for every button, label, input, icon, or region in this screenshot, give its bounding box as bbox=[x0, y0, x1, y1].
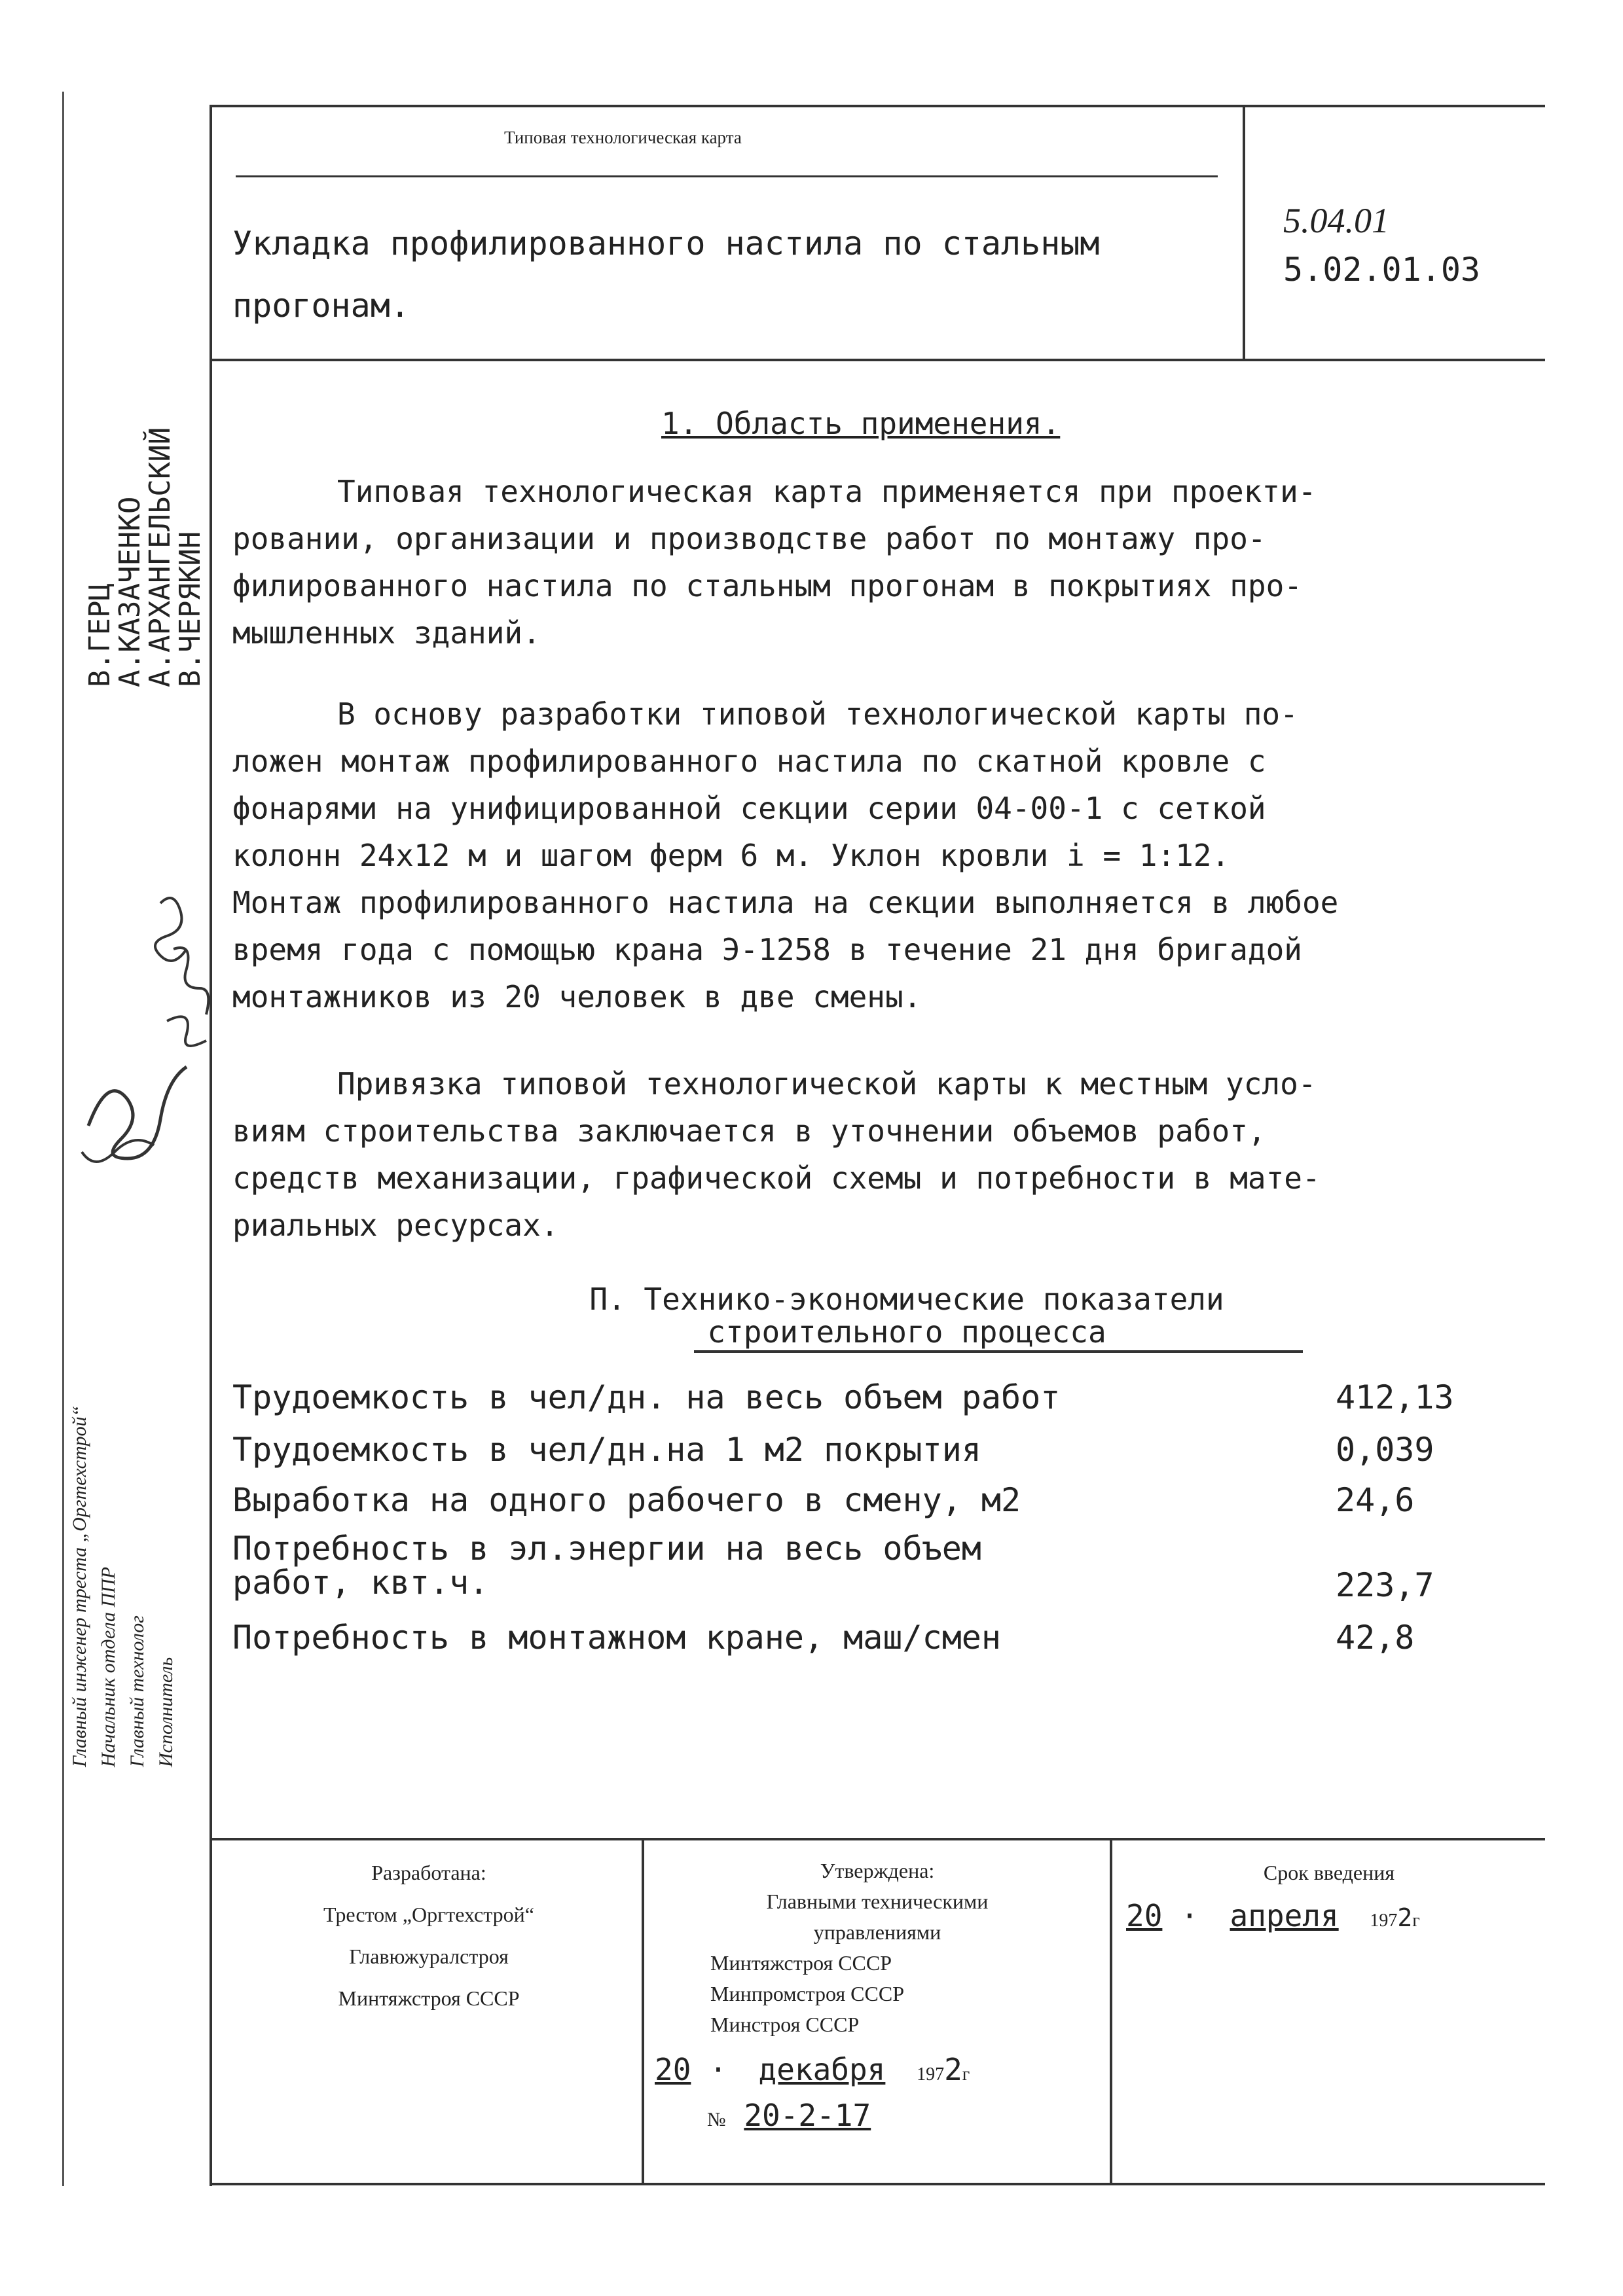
approved-number bbox=[707, 2098, 871, 2133]
effective-date: 20 · апреля 1972г bbox=[1126, 1898, 1420, 1933]
header-caption: Типовая технологическая карта bbox=[504, 128, 742, 147]
paragraph-line: риальных ресурсах. bbox=[232, 1208, 559, 1243]
effective-date-block bbox=[1113, 1856, 1545, 1890]
section-1-heading: 1. Область применения. bbox=[661, 406, 1061, 441]
paragraph-line: Привязка типовой технологической карты к местным усло- bbox=[337, 1066, 1317, 1102]
indicator-label bbox=[232, 1532, 981, 1600]
developed-title: Разработана: bbox=[371, 1861, 486, 1884]
effective-date-month: апреля bbox=[1230, 1898, 1339, 1933]
frame-top bbox=[210, 105, 1545, 107]
approved-line: Главными техническими bbox=[766, 1890, 989, 1913]
indicator-value: 24,6 bbox=[1336, 1481, 1415, 1519]
paragraph-line: колонн 24х12 м и шагом ферм 6 м. Уклон кровли i = 1:12. bbox=[232, 838, 1230, 873]
indicator-value: 0,039 bbox=[1336, 1431, 1434, 1469]
indicator-value: 42,8 bbox=[1336, 1619, 1415, 1657]
approved-number-prefix: № bbox=[707, 2109, 726, 2130]
signatures bbox=[62, 877, 213, 1244]
indicator-label: Трудоемкость в чел/дн.на 1 м2 покрытия bbox=[232, 1431, 981, 1469]
title-line-1: Укладка профилированного настила по стальным bbox=[232, 224, 1100, 262]
section-2-heading-line: П. Технико-экономические показатели bbox=[589, 1282, 1224, 1317]
indicator-value: 223,7 bbox=[1336, 1566, 1434, 1604]
approved-date-year-digit: 2 bbox=[944, 2052, 962, 2087]
effective-title: Срок введения bbox=[1263, 1861, 1395, 1884]
approved-date-suffix: г bbox=[962, 2064, 970, 2085]
paragraph-line: время года с помощью крана Э-1258 в течение 21 дня бригадой bbox=[232, 932, 1302, 967]
header-code-divider bbox=[1243, 105, 1245, 360]
approved-line: Минпромстроя СССР bbox=[710, 1982, 904, 2005]
header-divider bbox=[210, 359, 1545, 361]
footer-divider-1 bbox=[642, 1838, 644, 2185]
footer-divider-2 bbox=[1110, 1838, 1112, 2185]
indicator-label: Выработка на одного рабочего в смену, м2 bbox=[232, 1481, 1021, 1519]
developed-line: Трестом „Оргтехстрой“ bbox=[323, 1903, 534, 1926]
paragraph-line: ровании, организации и производстве работ по монтажу про- bbox=[232, 521, 1266, 556]
approved-date-month: декабря bbox=[758, 2052, 886, 2087]
indicator-label: Потребность в монтажном кране, маш/смен bbox=[232, 1619, 1001, 1657]
paragraph-line: средств механизации, графической схемы и потребности в мате- bbox=[232, 1160, 1321, 1196]
section-2-heading-line: строительного процесса bbox=[707, 1314, 1106, 1350]
approved-date-year-prefix: 197 bbox=[917, 2064, 945, 2085]
paragraph-line: ложен монтаж профилированного настила по скатной кровле с bbox=[232, 744, 1266, 779]
indicator-value: 412,13 bbox=[1336, 1378, 1454, 1416]
paragraph-line: Монтаж профилированного настила на секции выполняется в любое bbox=[232, 885, 1339, 920]
sidebar-names bbox=[85, 427, 206, 687]
paragraph-line: филированного настила по стальным прогонам в покрытиях про- bbox=[232, 568, 1302, 603]
approved-number-value: 20-2-17 bbox=[744, 2098, 871, 2133]
document-title bbox=[232, 213, 1100, 337]
handwritten-code: 5.04.01 bbox=[1283, 201, 1389, 240]
paragraph-line: В основу разработки типовой технологической карты по- bbox=[337, 696, 1298, 732]
sidebar-name: В.ЧЕРЯКИН bbox=[173, 531, 207, 687]
sidebar-role: Начальник отдела ППР bbox=[98, 1566, 119, 1767]
approved-date: 20 · декабря 1972г bbox=[655, 2052, 970, 2087]
effective-date-year-prefix: 197 bbox=[1370, 1910, 1398, 1931]
approved-line: Минтяжстроя СССР bbox=[710, 1951, 892, 1975]
document-codes bbox=[1283, 196, 1480, 295]
developed-line: Главюжуралстроя bbox=[349, 1945, 509, 1968]
indicator-label-line: работ, квт.ч. bbox=[232, 1564, 489, 1602]
approved-by bbox=[645, 1856, 1110, 2040]
sidebar-role: Исполнитель bbox=[155, 1657, 177, 1767]
section-2-heading bbox=[530, 1283, 1283, 1348]
footer-top-line bbox=[210, 1838, 1545, 1840]
paragraph-line: мышленных зданий. bbox=[232, 615, 541, 651]
title-line-2: прогонам. bbox=[232, 287, 410, 325]
paragraph-line: монтажников из 20 человек в две смены. bbox=[232, 979, 922, 1014]
paragraph-2 bbox=[232, 691, 1496, 1020]
printed-code: 5.02.01.03 bbox=[1283, 251, 1481, 289]
approved-line: Минстроя СССР bbox=[710, 2013, 860, 2036]
footer-bottom-line bbox=[210, 2183, 1545, 2185]
effective-date-year-digit: 2 bbox=[1397, 1903, 1413, 1932]
sidebar-role: Главный технолог bbox=[126, 1615, 148, 1767]
caption-underline bbox=[236, 175, 1218, 177]
indicator-label: Трудоемкость в чел/дн. на весь объем работ bbox=[232, 1378, 1061, 1416]
paragraph-line: Типовая технологическая карта применяется при проекти- bbox=[337, 474, 1317, 509]
effective-date-suffix: г bbox=[1412, 1910, 1420, 1931]
approved-line: управлениями bbox=[813, 1920, 941, 1944]
approved-date-day: 20 bbox=[655, 2052, 691, 2087]
developed-line: Минтяжстроя СССР bbox=[338, 1986, 520, 2010]
developed-by bbox=[216, 1856, 642, 2015]
paragraph-line: фонарями на унифицированной секции серии 04-00-1 с сеткой bbox=[232, 791, 1266, 826]
paragraph-3 bbox=[232, 1060, 1496, 1249]
effective-date-day: 20 bbox=[1126, 1898, 1163, 1933]
paragraph-1 bbox=[232, 468, 1496, 656]
sidebar-name: В.ГЕРЦ bbox=[83, 583, 117, 687]
sidebar-name: А.АРХАНГЕЛЬСКИЙ bbox=[143, 427, 177, 687]
sidebar-roles bbox=[65, 1406, 181, 1767]
approved-title: Утверждена: bbox=[820, 1859, 935, 1882]
indicator-label-line: Потребность в эл.энергии на весь объем bbox=[232, 1530, 981, 1568]
sidebar-role: Главный инженер треста „Оргтехстрой“ bbox=[69, 1405, 90, 1767]
section-2-heading-underline bbox=[694, 1350, 1303, 1353]
sidebar-name: А.КАЗАЧЕНКО bbox=[113, 496, 147, 687]
paragraph-line: виям строительства заключается в уточнении объемов работ, bbox=[232, 1113, 1266, 1149]
